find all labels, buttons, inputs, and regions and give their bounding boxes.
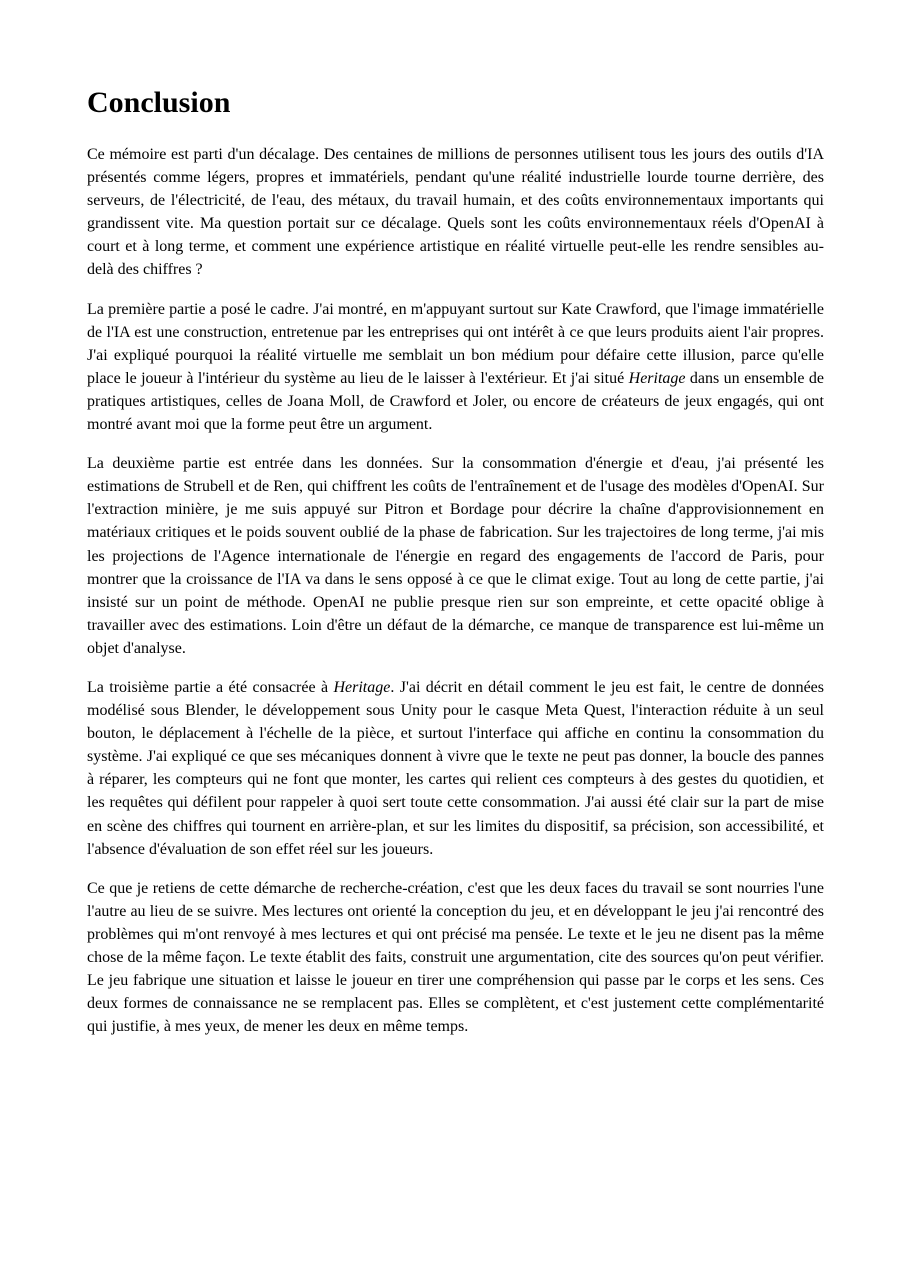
- paragraph-5-text: Ce que je retiens de cette démarche de recherche-création, c'est que les deux faces du travail se sont nourries l'une l'autre au lieu de se suivre. Mes lectures ont orienté la conception du jeu, et en développant le jeu j'ai rencontré des problèmes qui m'ont renvoyé à mes lectures et qui ont précisé ma pensée. Le texte et le jeu ne disent pas la même chose de la même façon. Le texte établit des faits, construit une argumentation, cite des sources qu'on peut vérifier. Le jeu fabrique une situation et laisse le joueur en tirer une compréhension qui passe par le corps et les sens. Ces deux formes de connaissance ne se remplacent pas. Elles se complètent, et c'est justement cette complémentarité qui justifie, à mes yeux, de mener les deux en même temps.: [87, 879, 824, 1036]
- heritage-title: Heritage: [333, 678, 391, 696]
- paragraph-2-text-b: dans un ensemble de pratiques artistiques, celles de Joana Moll, de Crawford et Joler, ou encore de créateurs de jeux engagés, qui ont montré avant moi que la forme peut être un argument.: [87, 369, 825, 434]
- section-heading: Conclusion: [87, 86, 231, 119]
- paragraph-1: [87, 143, 824, 282]
- paragraph-3-text: La deuxième partie est entrée dans les données. Sur la consommation d'énergie et d'eau, j'ai présenté les estimations de Strubell et de Ren, qui chiffrent les coûts de l'entraînement et de l'usage des modèles d'OpenAI. Sur l'extraction minière, je me suis appuyé sur Pitron et Bordage pour décrire la chaîne d'approvisionnement en matériaux critiques et le poids souvent oublié de la phase de fabrication. Sur les trajectoires de long terme, j'ai mis les projections de l'Agence internationale de l'énergie en regard des engagements de l'accord de Paris, pour montrer que la croissance de l'IA va dans le sens opposé à ce que le climat exige. Tout au long de cette partie, j'ai insisté sur un point de méthode. OpenAI ne publie presque rien sur son empreinte, et cette opacité oblige à travailler avec des estimations. Loin d'être un défaut de la démarche, ce manque de transparence est lui-même un objet d'analyse.: [87, 455, 824, 657]
- heritage-title: Heritage: [628, 369, 686, 387]
- paragraph-4: [87, 676, 824, 861]
- paragraph-1-text: Ce mémoire est parti d'un décalage. Des centaines de millions de personnes utilisent tous les jours des outils d'IA présentés comme légers, propres et immatériels, pendant qu'une réalité industrielle lourde tourne derrière, des serveurs, de l'électricité, de l'eau, des métaux, du travail humain, et des coûts environnementaux importants qui grandissent vite. Ma question portait sur ce décalage. Quels sont les coûts environnementaux réels d'OpenAI à court et à long terme, et comment une expérience artistique en réalité virtuelle peut-elle les rendre sensibles au-delà des chiffres ?: [87, 146, 824, 279]
- paragraph-2-text-a: La première partie a posé le cadre. J'ai montré, en m'appuyant surtout sur Kate Crawford, que l'image immatérielle de l'IA est une construction, entretenue par les entreprises qui ont intérêt à ce que leurs produits aient l'air propres. J'ai expliqué pourquoi la réalité virtuelle me semblait un bon médium pour défaire cette illusion, parce qu'elle place le joueur à l'intérieur du système au lieu de le laisser à l'extérieur. Et j'ai situé: [87, 300, 824, 387]
- paragraph-3: [87, 452, 824, 660]
- paragraph-5: [87, 877, 824, 1039]
- document-page: [87, 78, 824, 1054]
- paragraph-4-text-a: La troisième partie a été consacrée à: [87, 678, 334, 696]
- paragraph-2: [87, 298, 824, 437]
- paragraph-4-text-b: . J'ai décrit en détail comment le jeu est fait, le centre de données modélisé sous Blender, le développement sous Unity pour le casque Meta Quest, l'interaction réduite à un seul bouton, le déplacement à l'échelle de la pièce, et surtout l'interface qui affiche en continu la consommation du système. J'ai expliqué ce que ses mécaniques donnent à vivre que le texte ne peut pas donner, la boucle des pannes à réparer, les compteurs qui ne font que monter, les cartes qui relient ces compteurs à des gestes du quotidien, et les requêtes qui défilent pour rappeler à quoi sert toute cette consommation. J'ai aussi été clair sur la part de mise en scène des chiffres qui tournent en arrière-plan, et sur les limites du dispositif, sa précision, son accessibilité, et l'absence d'évaluation de son effet réel sur les joueurs.: [87, 678, 824, 858]
